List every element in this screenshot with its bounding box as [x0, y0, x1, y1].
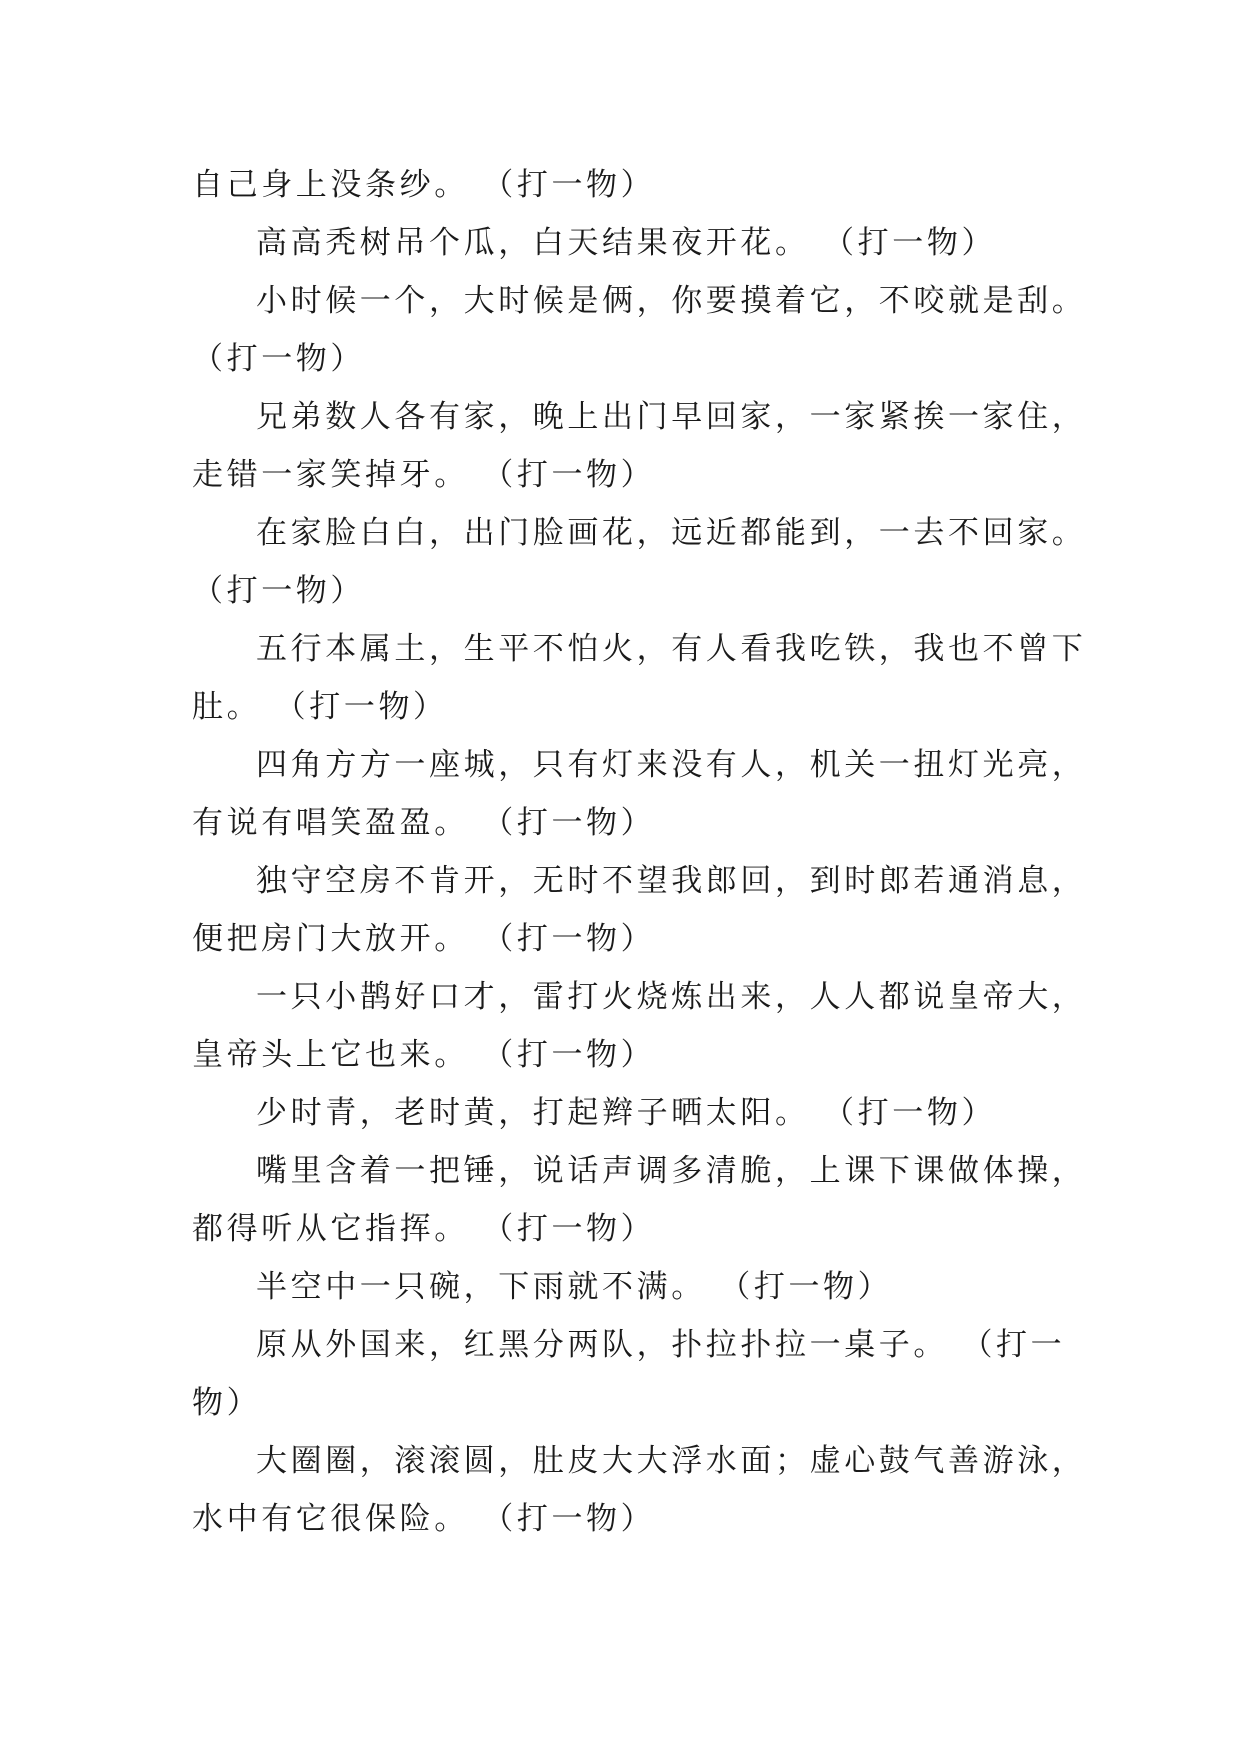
- text-line: （打一物）: [192, 573, 365, 609]
- text-line: 嘴里含着一把锤，说话声调多清脆，上课下课做体操，: [256, 1153, 1087, 1189]
- text-line: 大圈圈，滚滚圆，肚皮大大浮水面；虚心鼓气善游泳，: [256, 1443, 1087, 1479]
- text-line: 水中有它很保险。 （打一物）: [192, 1501, 656, 1537]
- text-line: 便把房门大放开。 （打一物）: [192, 921, 656, 957]
- text-line: 原从外国来，红黑分两队，扑拉扑拉一桌子。 （打一: [256, 1327, 1066, 1363]
- text-line: 五行本属土，生平不怕火，有人看我吃铁，我也不曾下: [256, 631, 1087, 667]
- text-line: 小时候一个，大时候是俩，你要摸着它，不咬就是刮。: [256, 283, 1087, 319]
- text-line: 四角方方一座城，只有灯来没有人，机关一扭灯光亮，: [256, 747, 1087, 783]
- text-line: 一只小鹊好口才，雷打火烧炼出来，人人都说皇帝大，: [256, 979, 1087, 1015]
- text-line: 肚。 （打一物）: [192, 689, 448, 725]
- text-line: 走错一家笑掉牙。 （打一物）: [192, 457, 656, 493]
- text-line: 在家脸白白，出门脸画花，远近都能到，一去不回家。: [256, 515, 1087, 551]
- text-line: 皇帝头上它也来。 （打一物）: [192, 1037, 656, 1073]
- text-line: 半空中一只碗，下雨就不满。 （打一物）: [256, 1269, 893, 1305]
- text-line: 有说有唱笑盈盈。 （打一物）: [192, 805, 656, 841]
- text-line: （打一物）: [192, 341, 365, 377]
- text-line: 物）: [192, 1385, 262, 1421]
- riddle-text-body: [192, 156, 1087, 1548]
- text-line: 高高秃树吊个瓜，白天结果夜开花。 （打一物）: [256, 225, 997, 261]
- text-line: 兄弟数人各有家，晚上出门早回家，一家紧挨一家住，: [256, 399, 1087, 435]
- text-line: 自己身上没条纱。 （打一物）: [192, 167, 656, 203]
- text-line: 独守空房不肯开，无时不望我郎回，到时郎若通消息，: [256, 863, 1087, 899]
- text-line: 少时青，老时黄，打起辫子晒太阳。 （打一物）: [256, 1095, 997, 1131]
- text-line: 都得听从它指挥。 （打一物）: [192, 1211, 656, 1247]
